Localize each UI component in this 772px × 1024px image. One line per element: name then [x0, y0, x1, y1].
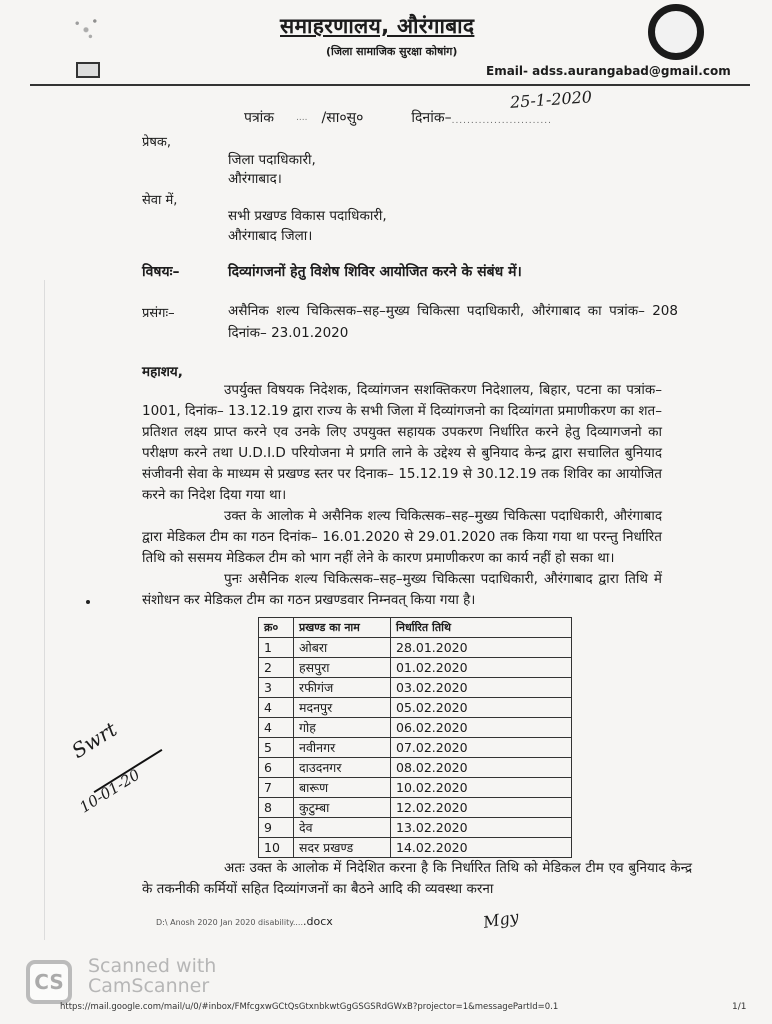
row-serial: 7	[259, 778, 294, 798]
subject-text: दिव्यांगजनों हेतु विशेष शिविर आयोजित करने के संबंध में।	[228, 264, 522, 280]
date-label: दिनांक–	[411, 110, 452, 126]
row-serial: 4	[259, 698, 294, 718]
recipient-label: सेवा में,	[142, 193, 178, 208]
schedule-row	[259, 658, 572, 678]
header-divider	[30, 84, 750, 86]
row-serial: 4	[259, 718, 294, 738]
schedule-row	[259, 638, 572, 658]
salutation: महाशय,	[142, 364, 183, 380]
page-indicator: 1/1	[732, 1002, 747, 1012]
margin-signature: Swrt	[67, 716, 122, 764]
row-serial: 6	[259, 758, 294, 778]
col-date-header: निर्धारित तिथि	[391, 618, 572, 638]
col-block-header: प्रखण्ड का नाम	[294, 618, 391, 638]
row-block-name: सदर प्रखण्ड	[294, 838, 391, 858]
reference-text: असैनिक शल्य चिकित्सक–सह–मुख्य चिकित्सा पदाधिकारी, औरंगाबाद का पत्रांक– 208 दिनांक– 23.01.2020	[228, 303, 678, 341]
col-serial-header: क्र०	[259, 618, 294, 638]
paragraph-3: पुनः असैनिक शल्य चिकित्सक–सह–मुख्य चिकित्सा पदाधिकारी, औरंगाबाद द्वारा तिथि में संशोधन कर मेडिकल टीम का गठन प्रखण्डवार निम्नवत् किया गया है।	[142, 571, 662, 608]
section-code: /सा०सु०	[321, 110, 364, 126]
schedule-row	[259, 718, 572, 738]
district-seal-icon	[648, 4, 704, 60]
margin-signature-date: 10-01-20	[76, 765, 144, 817]
row-block-name: नवीनगर	[294, 738, 391, 758]
schedule-row	[259, 838, 572, 858]
row-date: 12.02.2020	[391, 798, 572, 818]
camscanner-logo-icon: CS	[26, 960, 72, 1004]
row-serial: 2	[259, 658, 294, 678]
row-date: 14.02.2020	[391, 838, 572, 858]
sender-line1: जिला पदाधिकारी,	[228, 152, 316, 168]
row-serial: 10	[259, 838, 294, 858]
letter-body	[142, 380, 692, 900]
bottom-initials: Mgy	[481, 907, 520, 932]
paragraph-2: उक्त के आलोक मे असैनिक शल्य चिकित्सक–सह–मुख्य चिकित्सा पदाधिकारी, औरंगाबाद द्वारा मेडिकल टीम का गठन दिनांक– 16.01.2020 से 29.01.2020 तक किया गया था परन्तु निर्धारित तिथि को ससमय मेडिकल टीम को भाग नहीं लेने के कारण प्रमाणीकरण का कार्य नहीं हो सका था।	[142, 508, 662, 566]
row-block-name: ओबरा	[294, 638, 391, 658]
sender-line2: औरंगाबाद।	[228, 171, 282, 187]
schedule-row	[259, 818, 572, 838]
row-block-name: रफीगंज	[294, 678, 391, 698]
file-path	[156, 907, 676, 932]
row-date: 08.02.2020	[391, 758, 572, 778]
subject-label: विषयः–	[142, 264, 180, 280]
row-block-name: मदनपुर	[294, 698, 391, 718]
row-date: 05.02.2020	[391, 698, 572, 718]
schedule-table	[258, 617, 572, 858]
row-block-name: दाउदनगर	[294, 758, 391, 778]
schedule-row	[259, 698, 572, 718]
row-block-name: बारूण	[294, 778, 391, 798]
schedule-row	[259, 798, 572, 818]
row-date: 03.02.2020	[391, 678, 572, 698]
office-title: समाहरणालय, औरंगाबाद	[280, 14, 475, 38]
recipient-line2: औरंगाबाद जिला।	[228, 228, 313, 244]
scanner-watermark-line2: CamScanner	[88, 975, 210, 997]
patrank-blank: ....	[296, 113, 308, 123]
reference-label: प्रसंगः–	[142, 306, 175, 321]
row-date: 06.02.2020	[391, 718, 572, 738]
closing-paragraph: अतः उक्त के आलोक में निदेशित करना है कि निर्धारित तिथि को मेडिकल टीम एव बुनियाद केन्द्र के तकनीकी कर्मियों सहित दिव्यांगजनों का बैठने आदि की व्यवस्था करना	[142, 860, 692, 897]
row-date: 28.01.2020	[391, 638, 572, 658]
row-date: 07.02.2020	[391, 738, 572, 758]
office-email: Email- adss.aurangabad@gmail.com	[486, 64, 731, 78]
schedule-row	[259, 778, 572, 798]
row-serial: 3	[259, 678, 294, 698]
schedule-row	[259, 758, 572, 778]
row-date: 10.02.2020	[391, 778, 572, 798]
scanner-watermark-line1: Scanned with	[88, 955, 217, 977]
scan-speck	[86, 600, 90, 604]
recipient-line1: सभी प्रखण्ड विकास पदाधिकारी,	[228, 208, 387, 224]
page-edge-line	[44, 280, 45, 940]
reference-line	[244, 108, 552, 127]
bihar-emblem-icon	[56, 10, 116, 76]
emblem-tree	[64, 10, 108, 54]
patrank-label: पत्रांक	[244, 110, 275, 126]
file-extension: .docx	[303, 915, 333, 928]
row-block-name: कुटुम्बा	[294, 798, 391, 818]
row-serial: 8	[259, 798, 294, 818]
row-block-name: देव	[294, 818, 391, 838]
schedule-body	[259, 638, 572, 858]
row-serial: 1	[259, 638, 294, 658]
paragraph-1: उपर्युक्त विषयक निदेशक, दिव्यांगजन सशक्तिकरण निदेशालय, बिहार, पटना का पत्रांक– 1001, दिनांक– 13.12.19 द्वारा राज्य के सभी जिला में दिव्यांगजनो का दिव्यांगता प्रमाणीकरण का शत–प्रतिशत लक्ष्य प्राप्त करने एव उनके लिए उपयुक्त सहायक उपकरण निर्धारित करने हेतु दिव्यागजनो का परीक्षण करने तथा U.D.I.D परियोजना मे प्रगति लाने के उद्देश्य से बुनियाद केन्द्र द्वारा सचालित बुनियाद संजीवनी सेवा के माध्यम से प्रखण्ड स्तर पर दिनाक– 15.12.19 से 30.12.19 तक शिविर का आयोजित करने का निदेश दिया गया था।	[142, 382, 662, 503]
row-date: 13.02.2020	[391, 818, 572, 838]
office-subtitle: (जिला सामाजिक सुरक्षा कोषांग)	[326, 45, 458, 58]
handwritten-date: 25-1-2020	[509, 87, 593, 112]
row-serial: 5	[259, 738, 294, 758]
row-date: 01.02.2020	[391, 658, 572, 678]
file-path-text: D:\ Anosh 2020 Jan 2020 disability....	[156, 918, 304, 927]
date-dots: ..........................	[451, 116, 552, 126]
row-block-name: गोह	[294, 718, 391, 738]
sender-label: प्रेषक,	[142, 135, 172, 150]
schedule-header-row	[259, 618, 572, 638]
schedule-row	[259, 738, 572, 758]
row-serial: 9	[259, 818, 294, 838]
schedule-row	[259, 678, 572, 698]
print-url: https://mail.google.com/mail/u/0/#inbox/FMfcgxwGCtQsGtxnbkwtGgGSGSRdGWxB?projector=1&messagePartId=0.1	[60, 1002, 559, 1012]
emblem-badge	[76, 62, 100, 78]
row-block-name: हसपुरा	[294, 658, 391, 678]
